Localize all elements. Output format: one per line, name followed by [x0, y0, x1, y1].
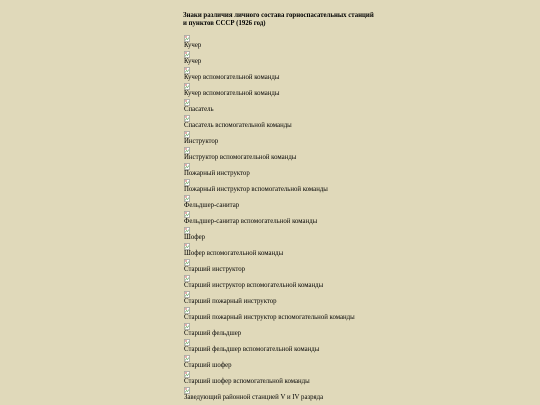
broken-image-icon	[184, 163, 190, 170]
insignia-label: Старший шофер вспомогательной команды	[184, 378, 310, 385]
list-item	[182, 163, 522, 179]
broken-image-icon	[184, 211, 190, 218]
insignia-label: Старший фельдшер	[184, 330, 242, 337]
broken-image-icon	[184, 259, 190, 266]
broken-image-icon	[184, 371, 190, 378]
list-item	[182, 99, 522, 115]
insignia-label: Спасатель вспомогательной команды	[184, 122, 292, 129]
insignia-label: Спасатель	[184, 106, 214, 113]
broken-image-icon	[184, 147, 190, 154]
broken-image-icon	[184, 179, 190, 186]
list-item	[182, 371, 522, 387]
list-item	[182, 83, 522, 99]
list-item	[182, 227, 522, 243]
insignia-list	[182, 35, 522, 403]
list-item	[182, 67, 522, 83]
insignia-label: Кучер вспомогательной команды	[184, 90, 280, 97]
broken-image-icon	[184, 291, 190, 298]
list-item	[182, 179, 522, 195]
list-item	[182, 147, 522, 163]
broken-image-icon	[184, 51, 190, 58]
insignia-label: Инструктор	[184, 138, 219, 145]
broken-image-icon	[184, 323, 190, 330]
broken-image-icon	[184, 67, 190, 74]
list-item	[182, 323, 522, 339]
document-page	[182, 12, 522, 403]
broken-image-icon	[184, 355, 190, 362]
list-item	[182, 307, 522, 323]
list-item	[182, 195, 522, 211]
insignia-label: Шофер	[184, 234, 206, 241]
insignia-label: Старший фельдшер вспомогательной команды	[184, 346, 320, 353]
list-item	[182, 243, 522, 259]
insignia-label: Старший шофер	[184, 362, 232, 369]
list-item	[182, 35, 522, 51]
insignia-label: Старший инструктор	[184, 266, 246, 273]
insignia-label: Кучер	[184, 58, 202, 65]
list-item	[182, 291, 522, 307]
broken-image-icon	[184, 339, 190, 346]
insignia-label: Пожарный инструктор вспомогательной команды	[184, 186, 328, 193]
broken-image-icon	[184, 387, 190, 394]
broken-image-icon	[184, 131, 190, 138]
insignia-label: Шофер вспомогательной команды	[184, 250, 284, 257]
insignia-label: Старший пожарный инструктор вспомогательной команды	[184, 314, 355, 321]
insignia-label: Старший инструктор вспомогательной команды	[184, 282, 324, 289]
broken-image-icon	[184, 227, 190, 234]
page-title	[182, 12, 522, 28]
page-title-line-1: Знаки различия личного состава горноспасательных станций	[183, 12, 374, 19]
broken-image-icon	[184, 195, 190, 202]
insignia-label: Пожарный инструктор	[184, 170, 250, 177]
list-item	[182, 51, 522, 67]
list-item	[182, 387, 522, 403]
list-item	[182, 275, 522, 291]
insignia-label: Инструктор вспомогательной команды	[184, 154, 297, 161]
insignia-label: Фельдшер-санитар вспомогательной команды	[184, 218, 318, 225]
page-title-line-2: и пунктов СССР (1926 год)	[183, 20, 266, 27]
broken-image-icon	[184, 99, 190, 106]
broken-image-icon	[184, 83, 190, 90]
insignia-label: Кучер	[184, 42, 202, 49]
list-item	[182, 211, 522, 227]
insignia-label: Фельдшер-санитар	[184, 202, 240, 209]
broken-image-icon	[184, 35, 190, 42]
insignia-label: Заведующий районной станцией V и IV разряда	[184, 394, 324, 401]
broken-image-icon	[184, 307, 190, 314]
list-item	[182, 259, 522, 275]
list-item	[182, 115, 522, 131]
list-item	[182, 355, 522, 371]
list-item	[182, 339, 522, 355]
insignia-label: Старший пожарный инструктор	[184, 298, 277, 305]
insignia-label: Кучер вспомогательной команды	[184, 74, 280, 81]
list-item	[182, 131, 522, 147]
broken-image-icon	[184, 275, 190, 282]
broken-image-icon	[184, 243, 190, 250]
broken-image-icon	[184, 115, 190, 122]
